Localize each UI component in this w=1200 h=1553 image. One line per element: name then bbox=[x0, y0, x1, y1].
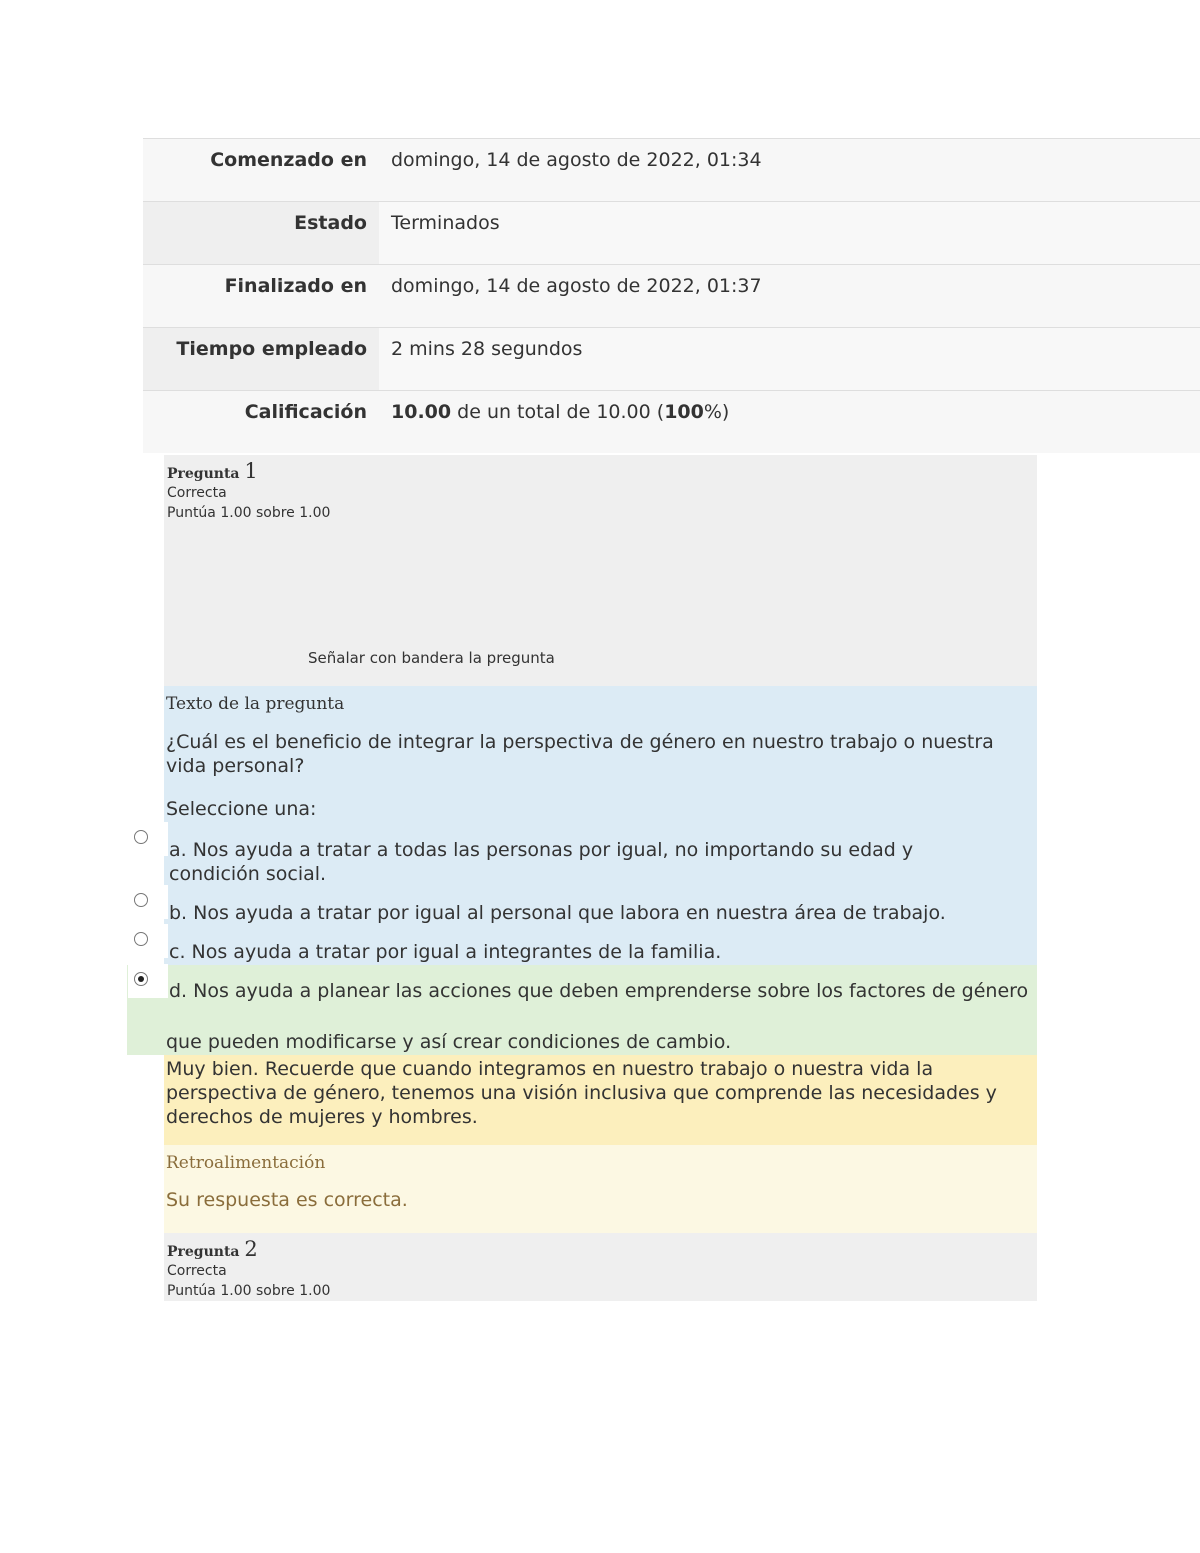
question-text: ¿Cuál es el beneficio de integrar la perspectiva de género en nuestro trabajo o nuestra vida personal? bbox=[166, 731, 994, 777]
feedback-label: Retroalimentación bbox=[166, 1153, 326, 1173]
summary-row-time-taken bbox=[143, 327, 1200, 390]
summary-row-finished bbox=[143, 264, 1200, 327]
summary-row-grade bbox=[143, 390, 1200, 453]
answer-option-d-label-continued[interactable]: que pueden modificarse y así crear condiciones de cambio. bbox=[166, 1031, 732, 1053]
question-text-label: Texto de la pregunta bbox=[166, 694, 345, 714]
summary-label: Tiempo empleado bbox=[176, 338, 367, 360]
answer-option-a-radio[interactable] bbox=[134, 830, 148, 844]
summary-row-started bbox=[143, 138, 1200, 201]
question-1-info bbox=[164, 455, 1037, 686]
answer-option-d-label[interactable]: d. Nos ayuda a planear las acciones que deben emprenderse sobre los factores de género bbox=[169, 980, 1029, 1002]
grade-middle: de un total de 10.00 ( bbox=[451, 401, 665, 423]
answer-option-d-radio[interactable] bbox=[134, 972, 148, 986]
question-number bbox=[167, 1237, 258, 1261]
summary-row-state bbox=[143, 201, 1200, 264]
specific-feedback bbox=[164, 1055, 1037, 1145]
feedback-text: Su respuesta es correcta. bbox=[166, 1189, 408, 1211]
answer-option-a-label[interactable]: a. Nos ayuda a tratar a todas las personas por igual, no importando su edad y condición social. bbox=[169, 839, 914, 885]
summary-label: Comenzado en bbox=[210, 149, 367, 171]
summary-label: Estado bbox=[294, 212, 367, 234]
question-prefix: Pregunta bbox=[167, 466, 240, 482]
question-prefix: Pregunta bbox=[167, 1244, 240, 1260]
grade-percent: 100 bbox=[664, 401, 704, 423]
answer-option-d-radio-wrapper bbox=[128, 964, 168, 998]
answer-option-b-radio[interactable] bbox=[134, 893, 148, 907]
summary-label: Calificación bbox=[244, 401, 367, 423]
specific-feedback-text: Muy bien. Recuerde que cuando integramos en nuestro trabajo o nuestra vida la perspectiva de género, tenemos una visión inclusiva que comprende las necesidades y derechos de mujeres y hombres. bbox=[166, 1058, 997, 1128]
grade-value bbox=[379, 391, 1200, 453]
summary-value: Terminados bbox=[379, 202, 1200, 264]
general-feedback bbox=[164, 1145, 1037, 1233]
summary-value: domingo, 14 de agosto de 2022, 01:34 bbox=[391, 149, 762, 171]
summary-value: domingo, 14 de agosto de 2022, 01:37 bbox=[391, 275, 762, 297]
grade-score: 10.00 bbox=[391, 401, 452, 423]
answer-option-b-radio-wrapper bbox=[128, 885, 168, 919]
question-grade: Puntúa 1.00 sobre 1.00 bbox=[167, 505, 331, 521]
summary-value: 2 mins 28 segundos bbox=[379, 328, 1200, 390]
question-number bbox=[167, 459, 258, 483]
question-grade: Puntúa 1.00 sobre 1.00 bbox=[167, 1283, 331, 1299]
question-2-info bbox=[164, 1233, 1037, 1301]
question-state: Correcta bbox=[167, 485, 227, 501]
answer-prompt: Seleccione una: bbox=[166, 798, 317, 820]
answer-option-c-radio-wrapper bbox=[128, 924, 168, 958]
answer-option-c-radio[interactable] bbox=[134, 932, 148, 946]
question-state: Correcta bbox=[167, 1263, 227, 1279]
question-1-formulation bbox=[164, 686, 1037, 966]
answer-option-b-label[interactable]: b. Nos ayuda a tratar por igual al personal que labora en nuestra área de trabajo. bbox=[169, 902, 946, 924]
grade-end: %) bbox=[703, 401, 730, 423]
answer-option-a-radio-wrapper bbox=[128, 822, 168, 856]
question-number-value: 2 bbox=[244, 1237, 258, 1261]
attempt-summary-table bbox=[143, 138, 1200, 453]
answer-option-c-label[interactable]: c. Nos ayuda a tratar por igual a integrantes de la familia. bbox=[169, 941, 722, 963]
summary-label: Finalizado en bbox=[224, 275, 367, 297]
question-number-value: 1 bbox=[244, 459, 258, 483]
flag-question-link[interactable]: Señalar con bandera la pregunta bbox=[308, 649, 555, 667]
